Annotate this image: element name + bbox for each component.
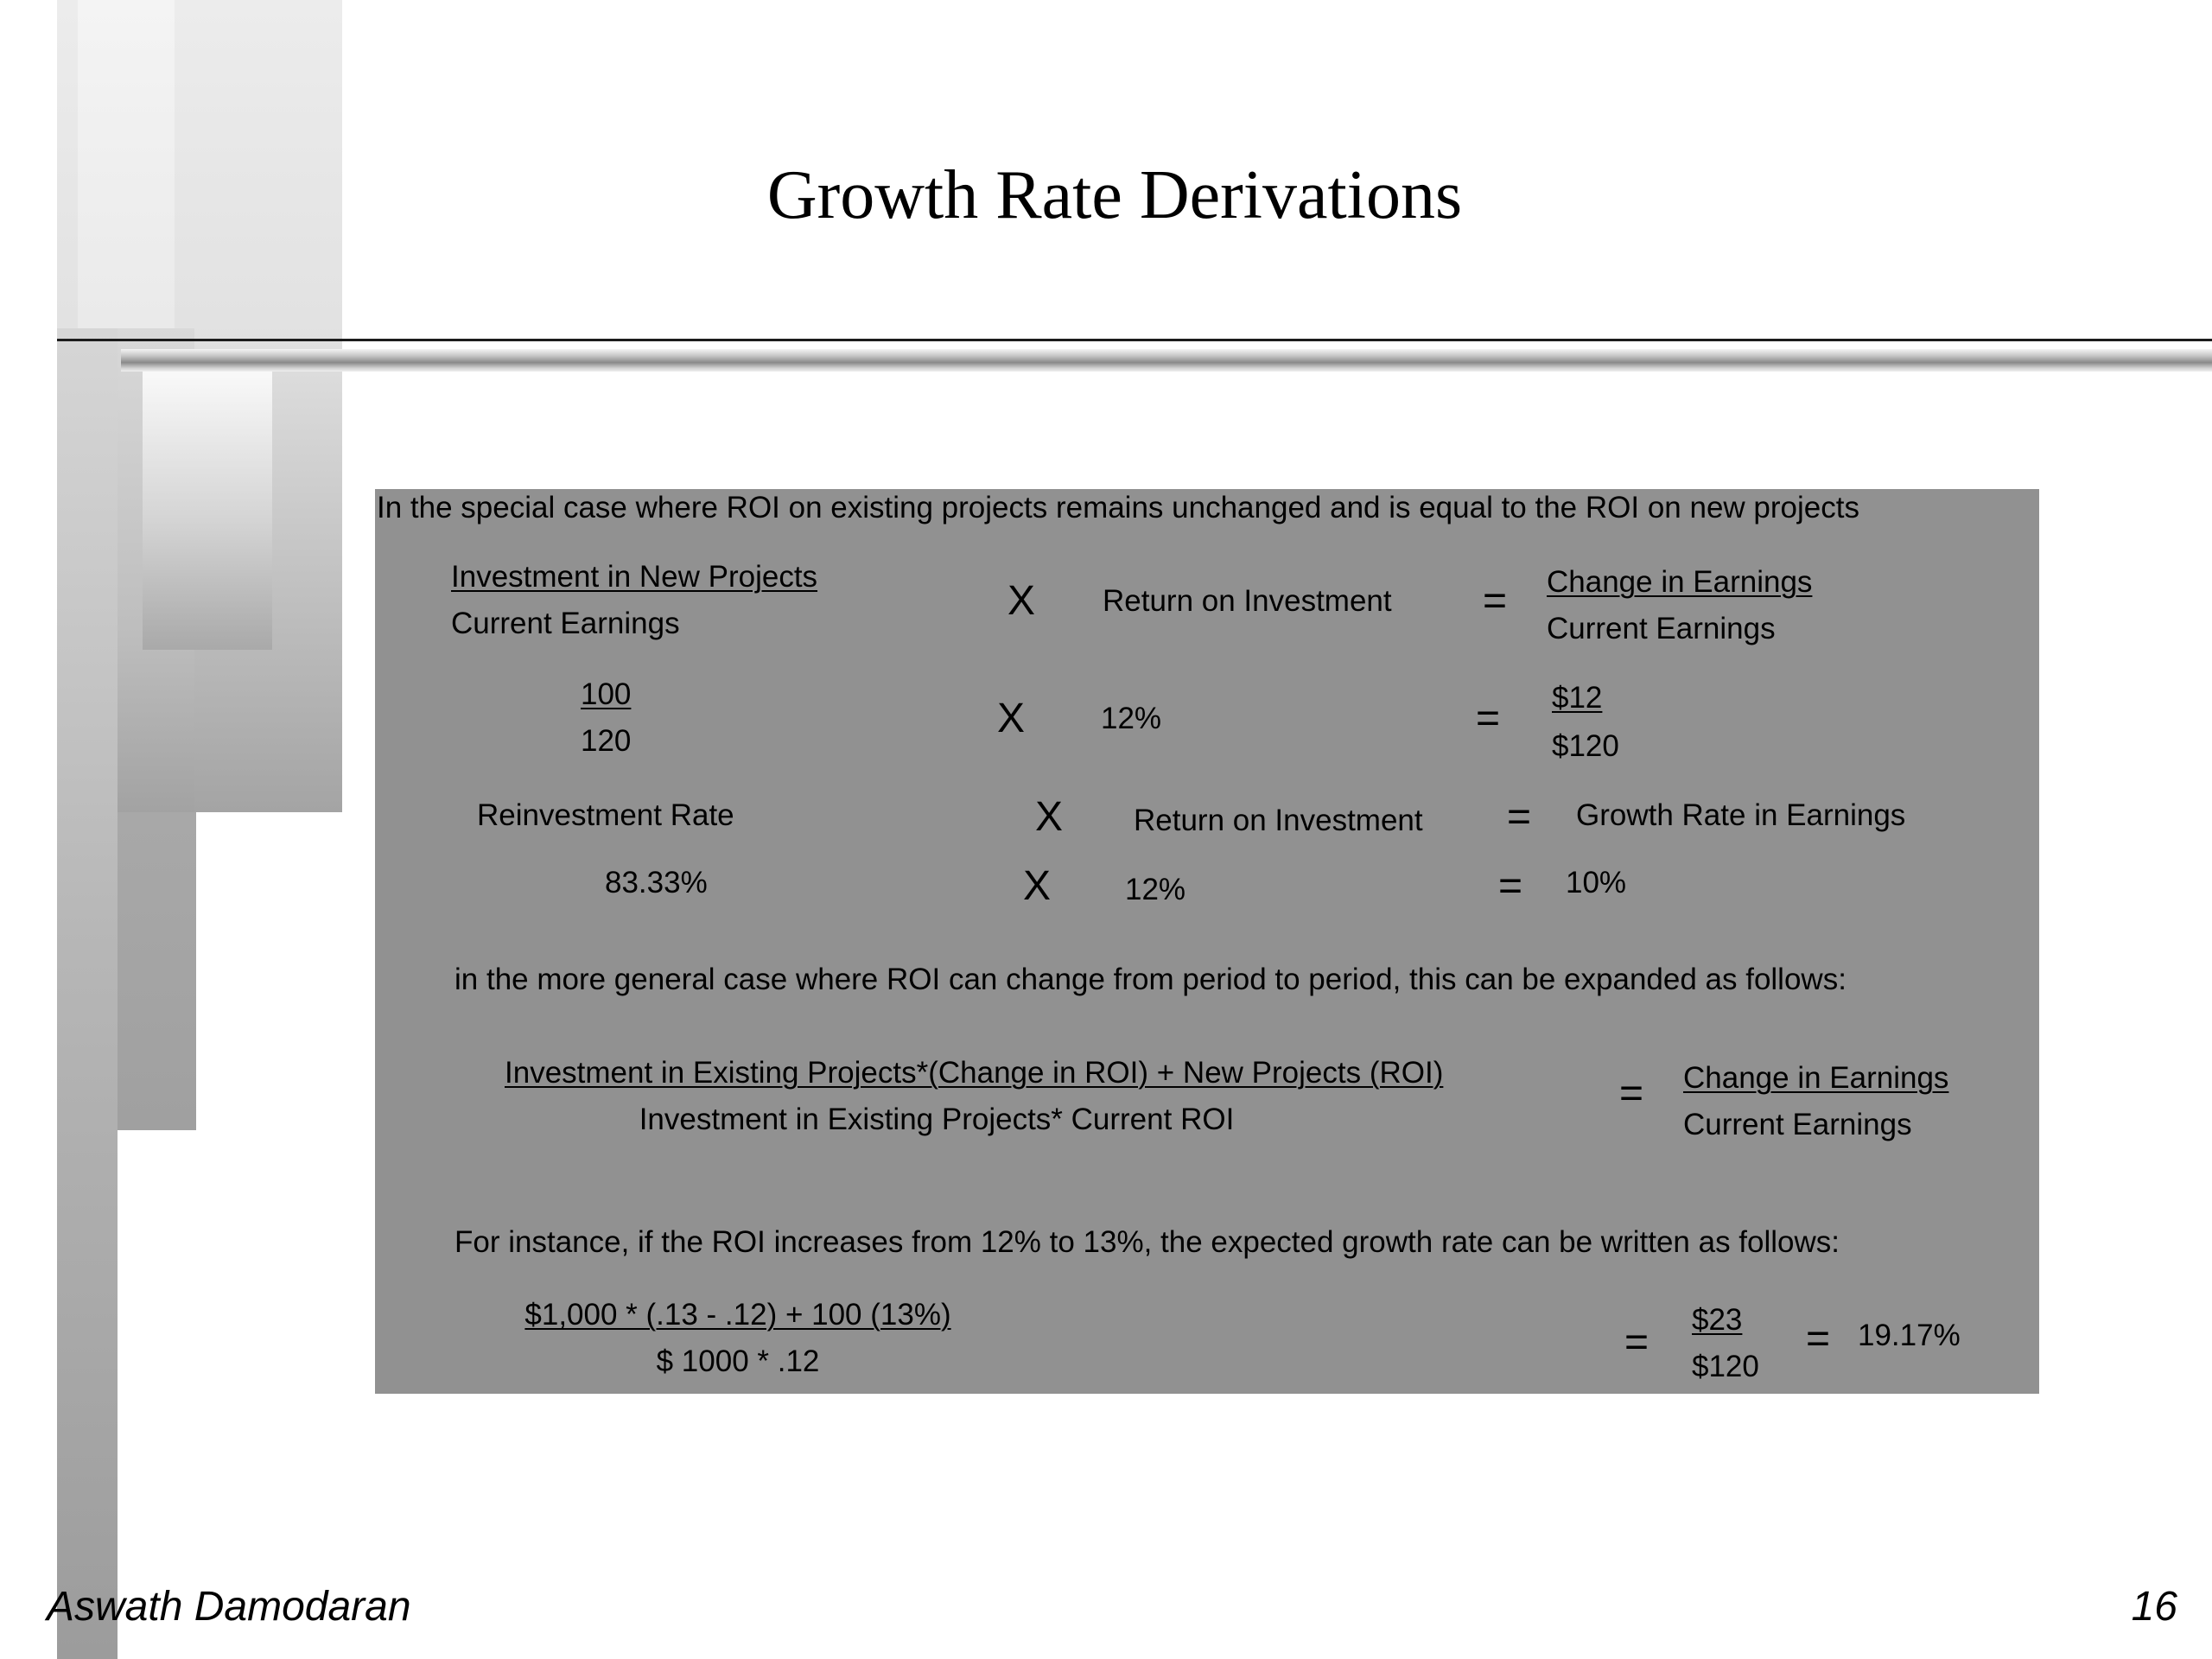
general-case-text: in the more general case where ROI can change from period to period, this can be expanded as follows: bbox=[454, 963, 1847, 996]
row2-result-numerator: $12 bbox=[1552, 681, 1603, 715]
row6-denominator: $ 1000 * .12 bbox=[656, 1344, 820, 1378]
instance-text: For instance, if the ROI increases from 12% to 13%, the expected growth rate can be written as follows: bbox=[454, 1225, 1840, 1259]
row6-numerator: $1,000 * (.13 - .12) + 100 (13%) bbox=[524, 1298, 951, 1332]
row2-factor: 12% bbox=[1101, 702, 1162, 735]
footer-author: Aswath Damodaran bbox=[47, 1584, 411, 1630]
row5-result-denominator: Current Earnings bbox=[1683, 1108, 1912, 1141]
row3-times: X bbox=[1035, 794, 1064, 840]
row5-result-numerator: Change in Earnings bbox=[1683, 1061, 1949, 1095]
row1-denominator: Current Earnings bbox=[451, 607, 680, 640]
row5-equals: = bbox=[1619, 1071, 1644, 1116]
row3-left: Reinvestment Rate bbox=[477, 798, 734, 832]
row3-factor: Return on Investment bbox=[1134, 804, 1423, 837]
row6-equals-2: = bbox=[1806, 1316, 1831, 1362]
row2-times: X bbox=[997, 696, 1026, 741]
decorative-bar bbox=[57, 328, 118, 1659]
row1-factor: Return on Investment bbox=[1103, 584, 1392, 618]
decorative-bar bbox=[143, 363, 272, 650]
row6-equals: = bbox=[1624, 1319, 1649, 1365]
title-divider bbox=[57, 339, 2212, 341]
row1-equals: = bbox=[1483, 578, 1508, 624]
row5-denominator: Investment in Existing Projects* Current ROI bbox=[639, 1103, 1235, 1136]
row6-result: 19.17% bbox=[1858, 1319, 1961, 1352]
row1-result-denominator: Current Earnings bbox=[1547, 612, 1776, 645]
row5-numerator: Investment in Existing Projects*(Change in ROI) + New Projects (ROI) bbox=[505, 1056, 1444, 1090]
row2-equals: = bbox=[1476, 696, 1501, 741]
intro-text: In the special case where ROI on existing projects remains unchanged and is equal to the ROI on new projects bbox=[377, 491, 1859, 524]
row6-result-denominator: $120 bbox=[1692, 1350, 1759, 1383]
row3-result: Growth Rate in Earnings bbox=[1576, 798, 1906, 832]
formula-panel bbox=[375, 489, 2039, 1394]
title-divider-bar bbox=[121, 349, 2212, 372]
decorative-bar bbox=[106, 812, 196, 1130]
row1-numerator: Investment in New Projects bbox=[451, 560, 818, 594]
row4-equals: = bbox=[1498, 863, 1523, 909]
row2-result-denominator: $120 bbox=[1552, 729, 1619, 763]
slide-title: Growth Rate Derivations bbox=[766, 157, 1463, 233]
row1-times: X bbox=[1007, 578, 1036, 624]
row4-factor: 12% bbox=[1125, 873, 1186, 906]
row2-numerator: 100 bbox=[581, 677, 632, 711]
row4-left: 83.33% bbox=[605, 866, 708, 899]
row4-result: 10% bbox=[1566, 866, 1627, 899]
row3-equals: = bbox=[1507, 794, 1532, 840]
row4-times: X bbox=[1023, 863, 1052, 909]
row6-result-numerator: $23 bbox=[1692, 1303, 1743, 1337]
row1-result-numerator: Change in Earnings bbox=[1547, 565, 1813, 599]
row2-denominator: 120 bbox=[581, 724, 632, 758]
page-number: 16 bbox=[2131, 1584, 2177, 1630]
